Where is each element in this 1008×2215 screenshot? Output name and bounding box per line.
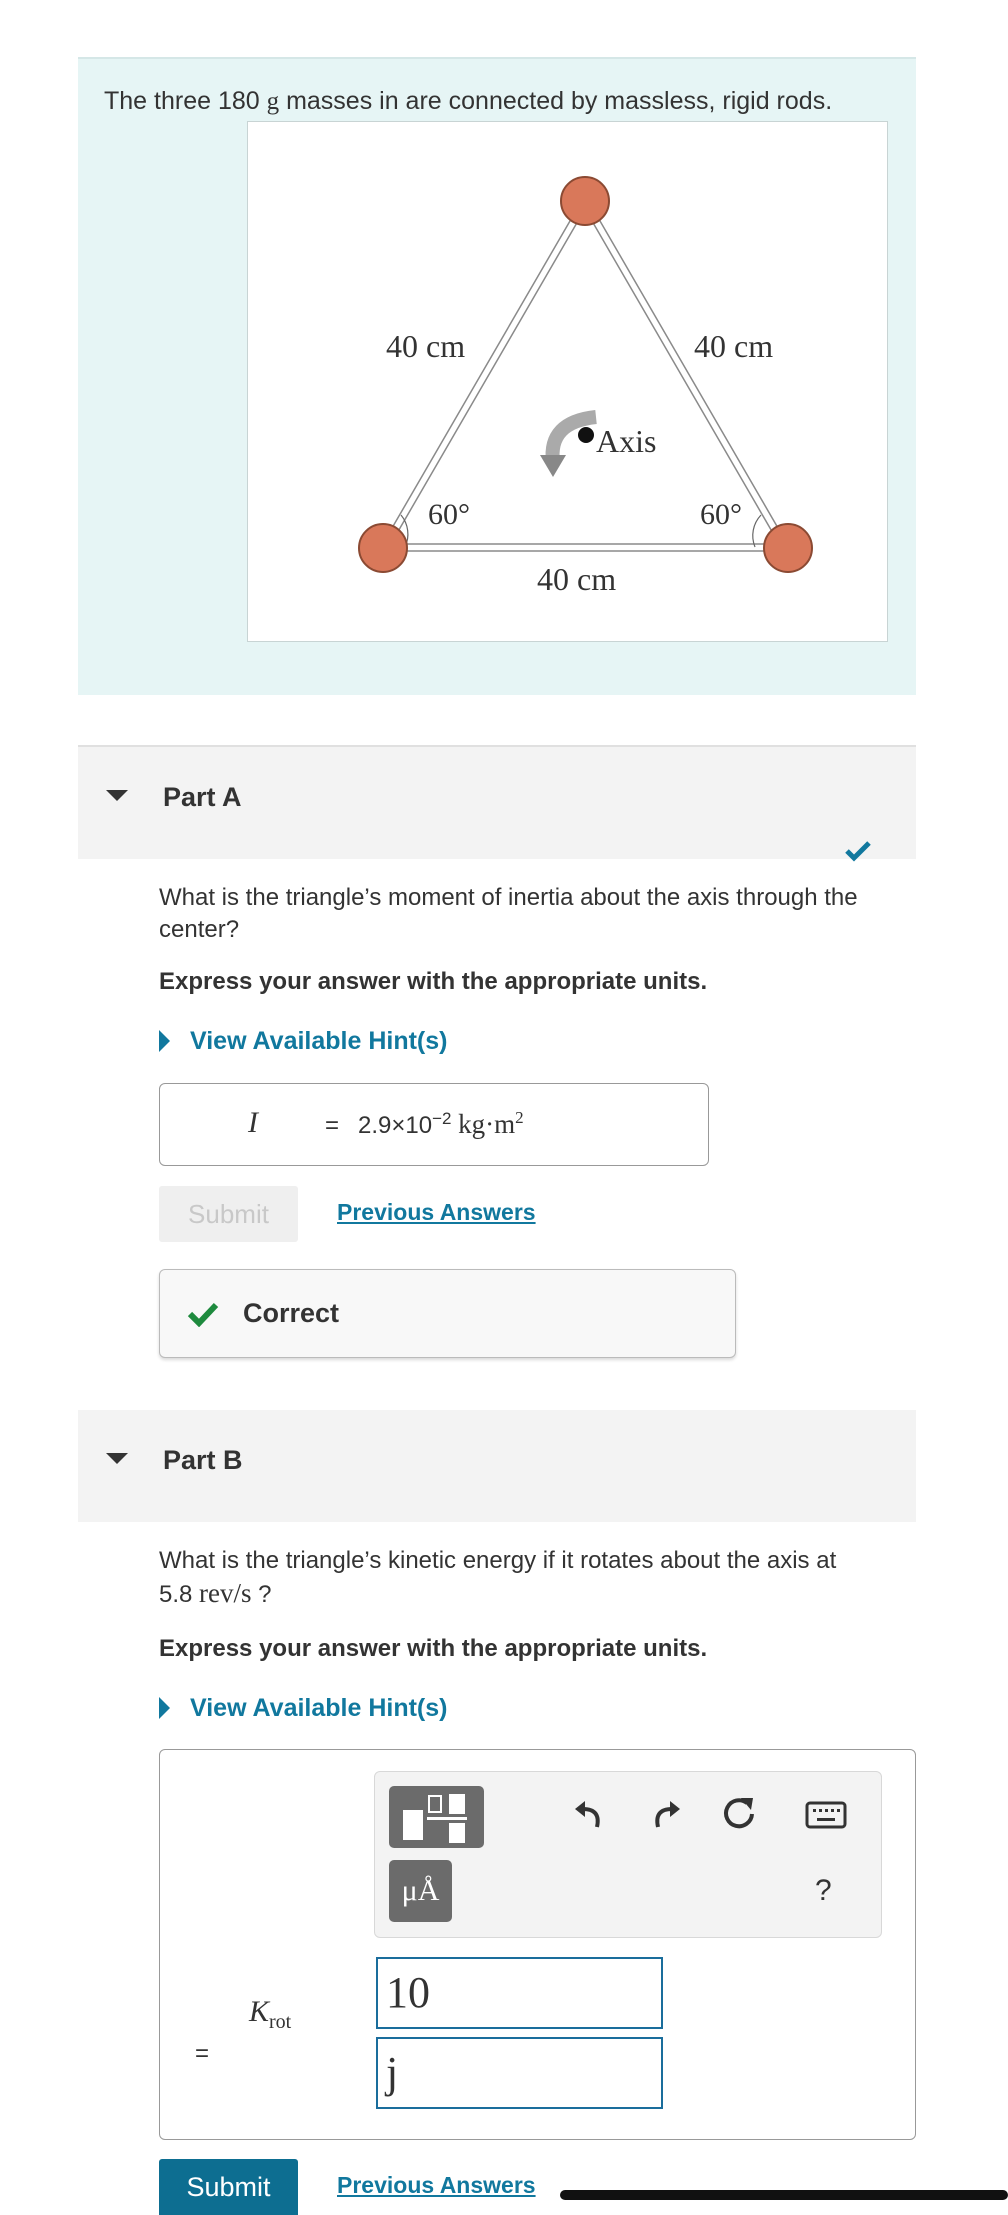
part-b-question: What is the triangle’s kinetic energy if it rotates about the axis at 5.8 rev/s ? (159, 1547, 837, 1608)
caret-right-icon (159, 1030, 170, 1052)
math-toolbar (374, 1771, 882, 1938)
redo-icon[interactable] (648, 1797, 684, 1833)
answer-equals: = (195, 2040, 210, 2067)
correct-feedback (159, 1269, 736, 1358)
angle-right-label: 60° (700, 498, 742, 531)
axis-label: Axis (596, 423, 657, 459)
angle-left-label: 60° (428, 498, 470, 531)
side-right-label: 40 cm (694, 328, 774, 364)
part-b-submit-button[interactable]: Submit (159, 2159, 298, 2215)
part-a-header[interactable] (78, 745, 916, 859)
part-a-question: What is the triangle’s moment of inertia about the axis through the center? (159, 884, 858, 943)
side-left-label: 40 cm (386, 328, 466, 364)
caret-right-icon (159, 1697, 170, 1719)
part-a-submit-button[interactable]: Submit (159, 1186, 298, 1242)
part-b-hint-toggle[interactable]: View Available Hint(s) (159, 1694, 447, 1723)
triangle-figure (247, 121, 888, 642)
caret-down-icon (106, 790, 128, 801)
part-b-instruction: Express your answer with the appropriate units. (159, 1635, 708, 1662)
reset-icon[interactable] (719, 1794, 759, 1834)
mass-right (764, 524, 812, 572)
check-icon (187, 1301, 219, 1327)
value-input[interactable]: 10 (376, 1957, 663, 2029)
units-button[interactable]: μÅ (389, 1860, 452, 1922)
answer-equals: = (325, 1112, 340, 1139)
part-a-title: Part A (163, 782, 242, 812)
part-a-previous-answers-link[interactable]: Previous Answers (337, 1199, 536, 1225)
mass-top (561, 177, 609, 225)
check-icon (844, 840, 872, 862)
fraction-template-icon (389, 1786, 484, 1848)
home-indicator (560, 2190, 1008, 2200)
answer-value: $2.9\times 10^{-2}$ $kg\cdot m^2$ (358, 1108, 524, 1139)
problem-intro (78, 57, 916, 695)
mass-left (359, 524, 407, 572)
side-bottom-label: 40 cm (537, 561, 617, 597)
part-b-previous-answers-link[interactable]: Previous Answers (337, 2172, 536, 2198)
part-a-hint-toggle[interactable]: View Available Hint(s) (159, 1027, 447, 1056)
part-a-instruction: Express your answer with the appropriate units. (159, 968, 708, 995)
keyboard-icon[interactable] (805, 1801, 847, 1829)
correct-label: Correct (243, 1298, 340, 1328)
help-button[interactable]: ? (815, 1874, 832, 1907)
intro-text: The three 180 g masses in are connected by massless, rigid rods. (104, 87, 833, 115)
part-b-header[interactable] (78, 1410, 916, 1522)
answer-variable: I (248, 1106, 258, 1139)
part-b-title: Part B (163, 1445, 243, 1475)
caret-down-icon (106, 1453, 128, 1464)
part-b-answer-panel (159, 1749, 916, 2140)
part-a-answer-box (159, 1083, 709, 1166)
templates-button[interactable] (389, 1786, 484, 1848)
undo-icon[interactable] (571, 1797, 607, 1833)
unit-input[interactable]: j (376, 2037, 663, 2109)
answer-variable: $K_{rot}$ (249, 1995, 292, 2033)
